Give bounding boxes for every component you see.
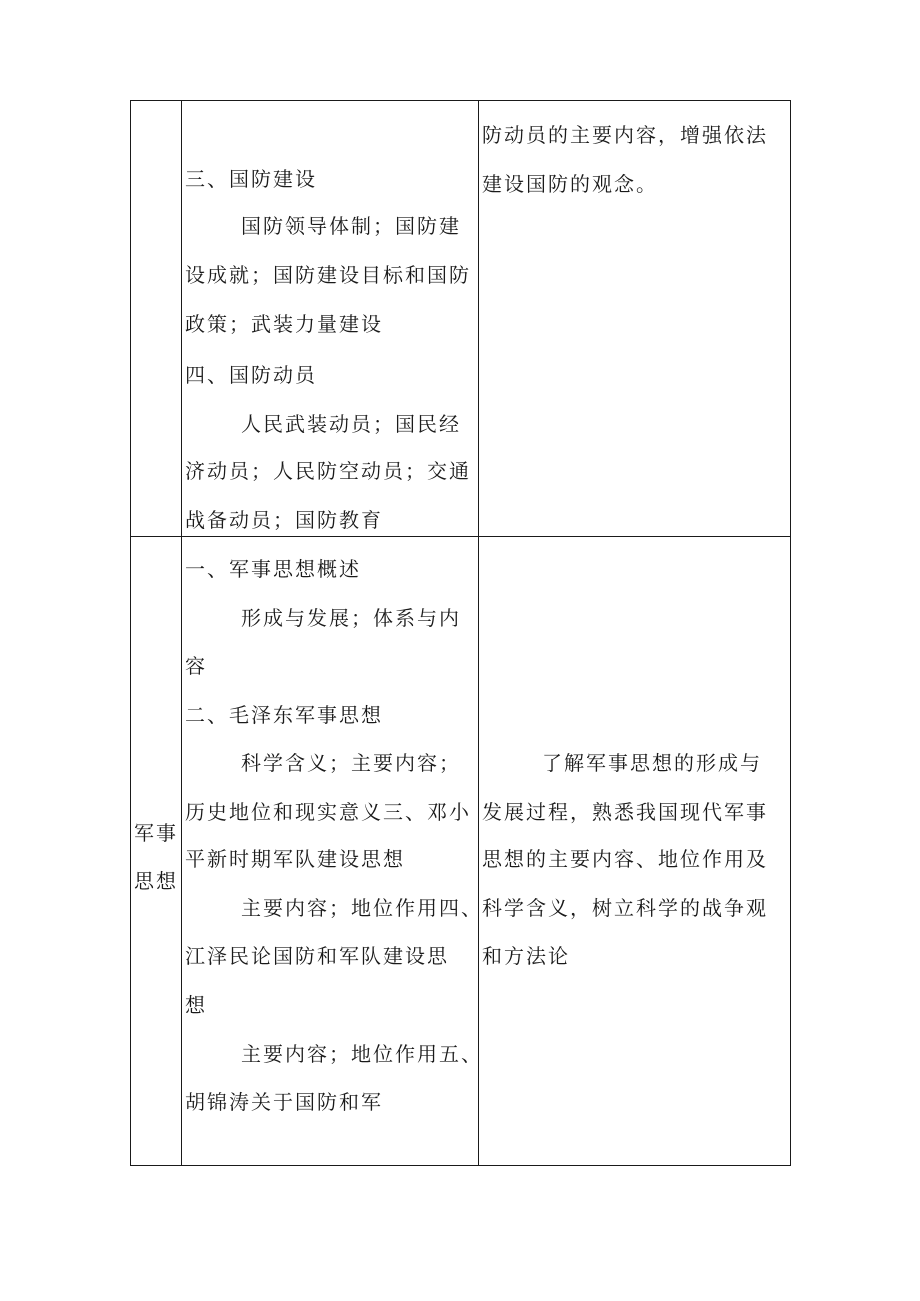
content-line: 二、毛泽东军事思想 [185,703,383,727]
content-line: 胡锦涛关于国防和军 [185,1090,383,1114]
content-line: 江泽民论国防和军队建设思 [185,944,449,968]
goal-line: 和方法论 [482,944,570,968]
content-line: 平新时期军队建设思想 [185,847,405,871]
column-divider-goal [478,101,479,1165]
content-line: 四、国防动员 [185,363,317,387]
content-line: 人民武装动员；国民经 [241,412,461,436]
row-divider [131,536,790,537]
content-line: 想 [185,993,207,1017]
content-line: 战备动员；国防教育 [185,508,383,532]
goal-line: 科学含义，树立科学的战争观 [482,896,768,920]
content-line: 历史地位和现实意义三、邓小 [185,800,471,824]
goal-line: 思想的主要内容、地位作用及 [482,847,768,871]
content-line: 主要内容；地位作用四、 [241,896,483,920]
content-line: 主要内容；地位作用五、 [241,1042,483,1066]
content-line: 政策；武装力量建设 [185,312,383,336]
syllabus-table [130,100,791,1166]
content-line: 容 [185,654,207,678]
content-line: 济动员；人民防空动员；交通 [185,459,471,483]
topic-label-line: 思想 [134,869,178,893]
goal-line: 了解军事思想的形成与 [542,751,762,775]
content-line: 形成与发展；体系与内 [241,606,461,630]
column-divider-topic [181,101,182,1165]
content-line: 科学含义；主要内容； [241,751,461,775]
content-line: 一、军事思想概述 [185,557,361,581]
content-line: 国防领导体制；国防建 [241,214,461,238]
goal-line: 发展过程，熟悉我国现代军事 [482,800,768,824]
goal-line: 建设国防的观念。 [482,172,658,196]
content-line: 设成就；国防建设目标和国防 [185,263,471,287]
content-line: 三、国防建设 [185,167,317,191]
topic-label-line: 军事 [134,821,178,845]
goal-line: 防动员的主要内容，增强依法 [482,123,768,147]
